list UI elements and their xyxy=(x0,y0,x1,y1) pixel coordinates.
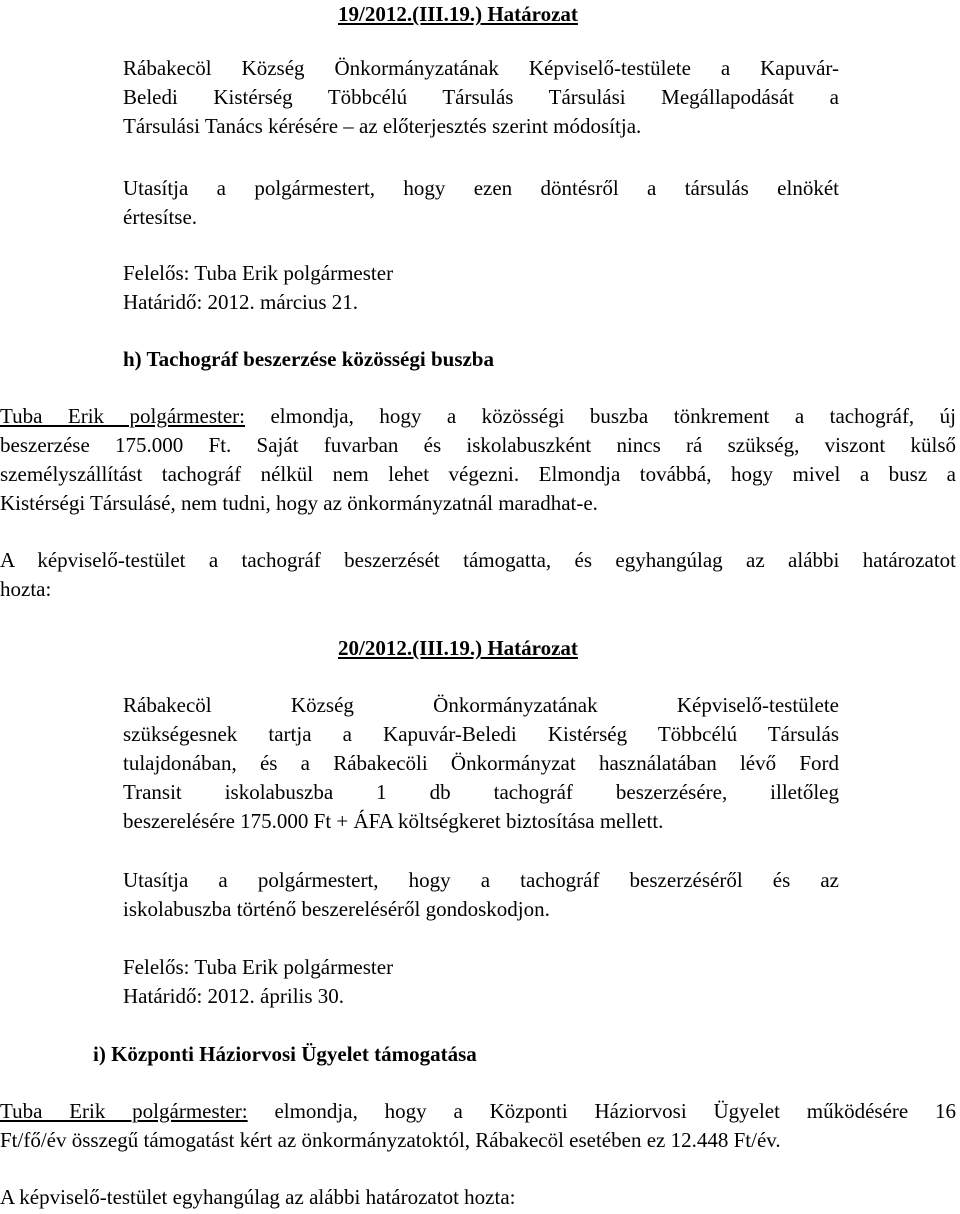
section-i-speech-line: elmondja, hogy a Központi Háziorvosi Ügyelet működésére 16 xyxy=(247,1099,957,1123)
section-h-speaker: Tuba Erik polgármester: xyxy=(0,404,245,428)
resolution-19-instruction-line: Utasítja a polgármestert, hogy ezen döntésről a társulás elnökét xyxy=(123,176,839,200)
section-h-decision-intro-line: hozta: xyxy=(0,577,52,601)
resolution-20-body-line: Transit iskolabuszba 1 db tachográf beszerzésére, illetőleg xyxy=(123,780,839,804)
section-h-speech-line: beszerzése 175.000 Ft. Saját fuvarban és iskolabuszként nincs rá szükség, viszont külső xyxy=(0,433,956,457)
section-h-speech-line: Kistérségi Társulásé, nem tudni, hogy az önkormányzatnál maradhat-e. xyxy=(0,491,598,515)
section-h-speech-line: személyszállítást tachográf nélkül nem lehet végezni. Elmondja továbbá, hogy mivel a busz a xyxy=(0,462,956,486)
resolution-19-body-line: Rábakecöl Község Önkormányzatának Képviselő-testülete a Kapuvár- xyxy=(123,56,839,80)
resolution-20-instruction-line: iskolabuszba történő beszereléséről gondoskodjon. xyxy=(123,897,550,921)
resolution-19-instruction-line: értesítse. xyxy=(123,205,198,229)
resolution-20-body-line: tulajdonában, és a Rábakecöli Önkormányzat használatában lévő Ford xyxy=(123,751,839,775)
section-h-decision-intro-line: A képviselő-testület a tachográf beszerzését támogatta, és egyhangúlag az alábbi határozatot xyxy=(0,548,956,572)
section-h-speech-first xyxy=(0,402,956,431)
resolution-20-responsible: Felelős: Tuba Erik polgármester xyxy=(123,955,394,979)
resolution-19-body-line: Beledi Kistérség Többcélú Társulás Társulási Megállapodását a xyxy=(123,85,839,109)
resolution-20-body xyxy=(123,691,839,807)
resolution-19-body xyxy=(123,54,839,112)
resolution-20-body-line: beszerelésére 175.000 Ft + ÁFA költségkeret biztosítása mellett. xyxy=(123,809,664,833)
section-h-heading: h) Tachográf beszerzése közösségi buszba xyxy=(123,347,494,371)
section-i-speech-first xyxy=(0,1097,956,1126)
resolution-20-instruction xyxy=(123,866,839,895)
section-i-speaker: Tuba Erik polgármester: xyxy=(0,1099,248,1123)
resolution-20-title: 20/2012.(III.19.) Határozat xyxy=(338,636,578,660)
section-i-speech-line: Ft/fő/év összegű támogatást kért az önkormányzatoktól, Rábakecöl esetében ez 12.448 Ft/év. xyxy=(0,1128,781,1152)
resolution-19-deadline: Határidő: 2012. március 21. xyxy=(123,290,359,314)
resolution-20-body-line: szükségesnek tartja a Kapuvár-Beledi Kistérség Többcélú Társulás xyxy=(123,722,839,746)
section-h-decision-intro xyxy=(0,546,956,575)
resolution-19-title: 19/2012.(III.19.) Határozat xyxy=(338,2,578,26)
resolution-19-body-line: Társulási Tanács kérésére – az előterjesztés szerint módosítja. xyxy=(123,114,642,138)
section-h-speech-line: elmondja, hogy a közösségi buszba tönkrement a tachográf, új xyxy=(245,404,956,428)
section-h-speech-body xyxy=(0,431,956,489)
section-i-decision-intro: A képviselő-testület egyhangúlag az alábbi határozatot hozta: xyxy=(0,1185,516,1209)
resolution-20-body-line: Rábakecöl Község Önkormányzatának Képviselő-testülete xyxy=(123,693,839,717)
resolution-20-instruction-line: Utasítja a polgármestert, hogy a tachográf beszerzéséről és az xyxy=(123,868,839,892)
resolution-20-deadline: Határidő: 2012. április 30. xyxy=(123,984,345,1008)
resolution-19-instruction xyxy=(123,174,839,203)
section-i-heading: i) Központi Háziorvosi Ügyelet támogatása xyxy=(93,1042,477,1066)
resolution-19-responsible: Felelős: Tuba Erik polgármester xyxy=(123,261,394,285)
